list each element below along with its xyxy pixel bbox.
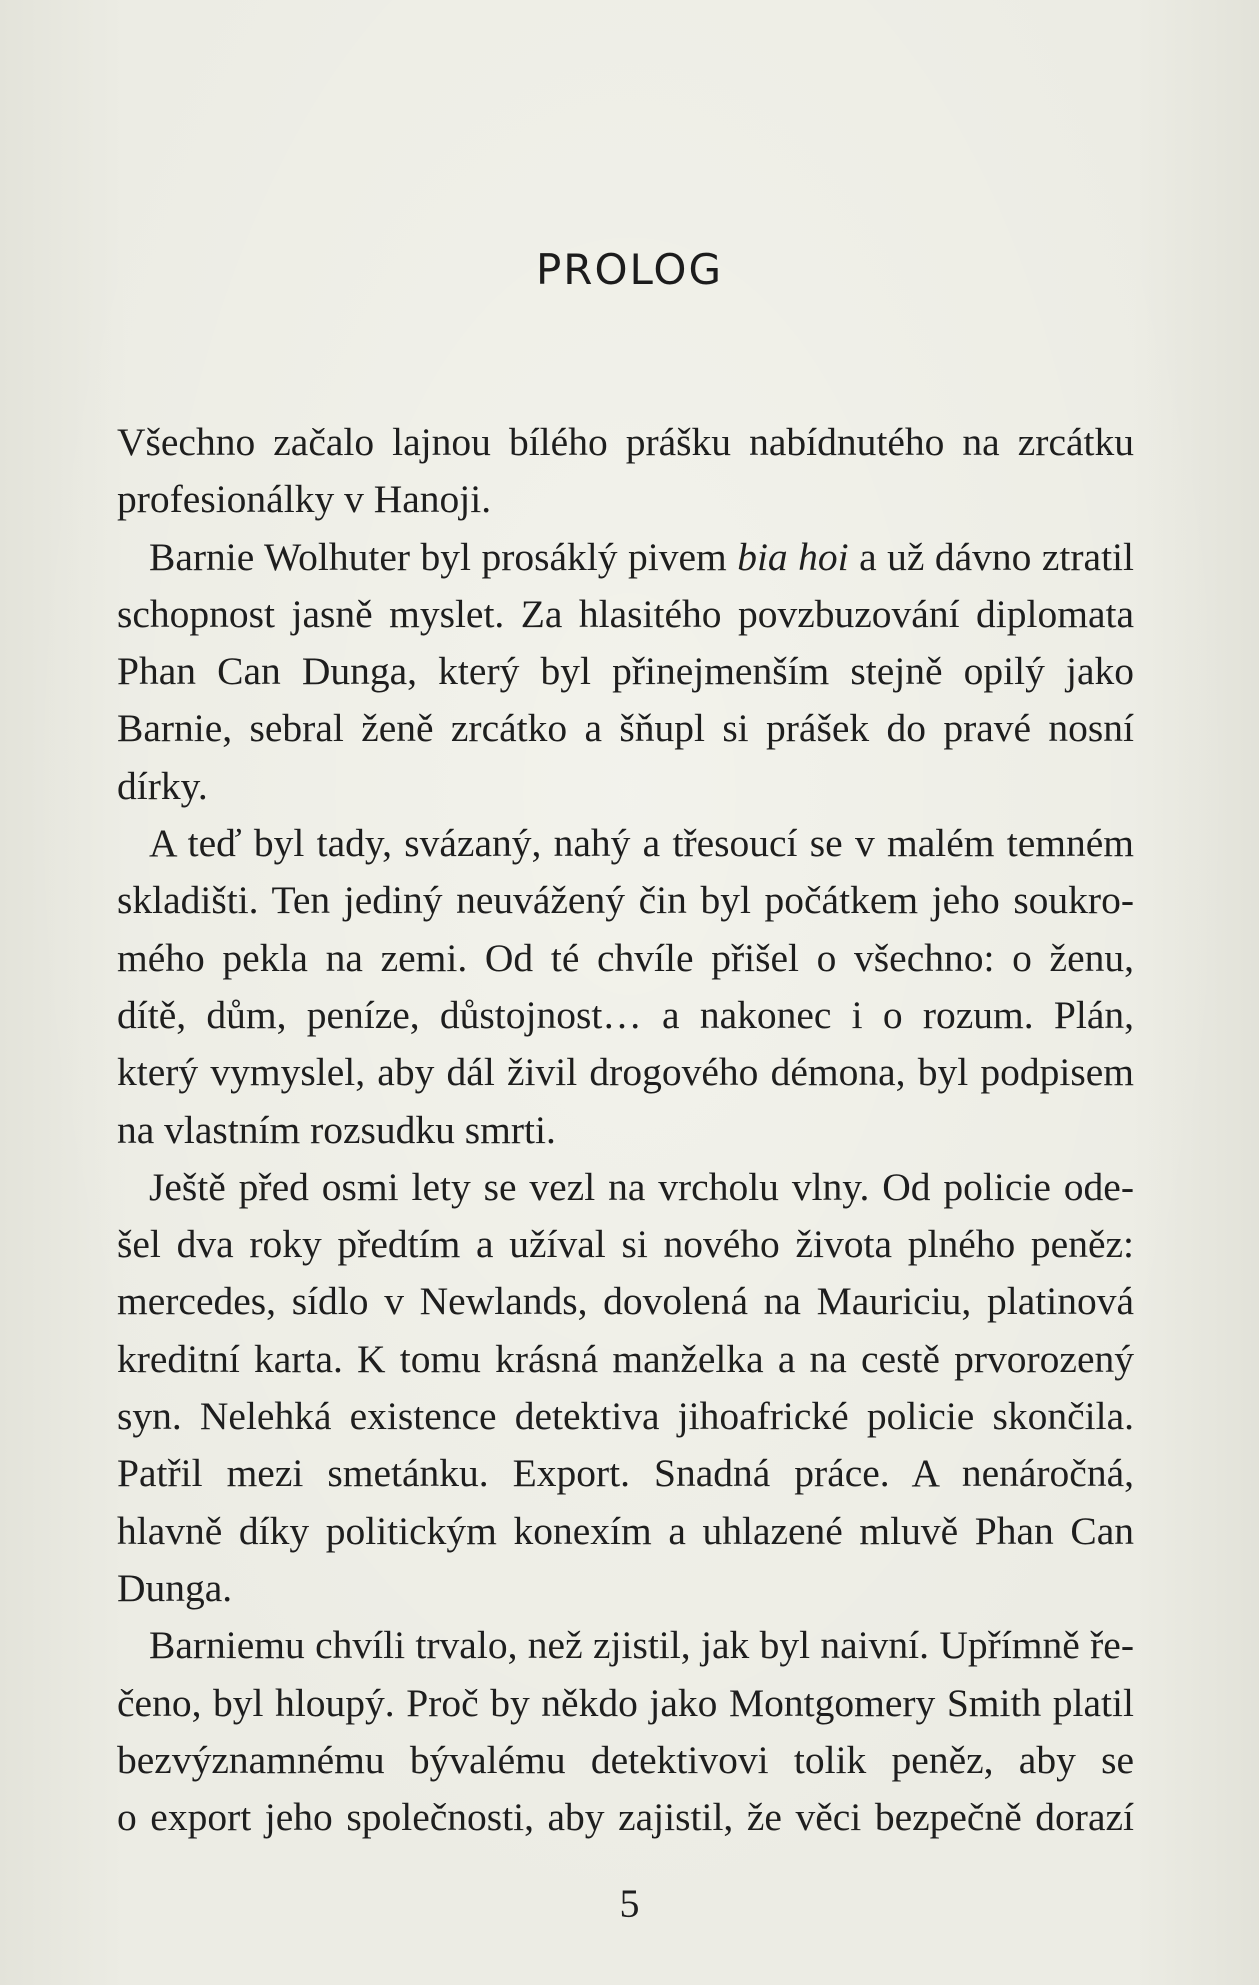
text-line: Barniemu chvíli trvalo, než zjistil, jak byl naivní. Upřímně ře- — [149, 1623, 1134, 1668]
chapter-heading: PROLOG — [535, 245, 724, 294]
text-line: hlavně díky politickým konexím a uhlazené mluvě Phan Can — [117, 1508, 1134, 1553]
text-line: Všechno začalo lajnou bílého prášku nabídnutého na zrcátku — [117, 420, 1134, 464]
text-line: čeno, byl hloupý. Proč by někdo jako Montgomery Smith platil — [117, 1680, 1134, 1725]
text-line: Phan Can Dunga, který byl přinejmenším stejně opilý jako — [117, 649, 1134, 694]
text-line: profesionálky v Hanoji. — [117, 477, 492, 522]
text-line: který vymyslel, aby dál živil drogového démona, byl podpisem — [117, 1050, 1134, 1095]
text-line: A teď byl tady, svázaný, nahý a třesoucí se v malém temném — [149, 821, 1134, 866]
text-line: šel dva roky předtím a užíval si nového života plného peněz: — [117, 1222, 1134, 1267]
text-line: Barnie Wolhuter byl prosáklý pivem bia hoi a už dávno ztratil — [149, 534, 1134, 579]
text-line: skladišti. Ten jediný neuvážený čin byl počátkem jeho soukro- — [117, 878, 1134, 923]
italic-phrase: bia hoi — [737, 534, 849, 579]
text-line: dítě, dům, peníze, důstojnost… a nakonec i o rozum. Plán, — [117, 992, 1134, 1037]
text-line: Barnie, sebral ženě zrcátko a šňupl si prášek do pravé nosní — [117, 706, 1134, 751]
text-line: schopnost jasně myslet. Za hlasitého povzbuzování diplomata — [117, 591, 1134, 636]
body-text — [117, 414, 1134, 1846]
text-line: na vlastním rozsudku smrti. — [117, 1107, 556, 1152]
text-line: syn. Nelehká existence detektiva jihoafrické policie skončila. — [117, 1394, 1134, 1439]
text-line: mercedes, sídlo v Newlands, dovolená na Mauriciu, platinová — [117, 1279, 1134, 1324]
text-line: bezvýznamnému bývalému detektivovi tolik peněz, aby se — [117, 1737, 1134, 1782]
text-line: Dunga. — [117, 1565, 233, 1610]
text-line: Patřil mezi smetánku. Export. Snadná práce. A nenáročná, — [117, 1451, 1134, 1496]
text-line: o export jeho společnosti, aby zajistil, že věci bezpečně dorazí — [117, 1795, 1134, 1840]
text-line: Ještě před osmi lety se vezl na vrcholu vlny. Od policie ode- — [149, 1164, 1134, 1209]
text-line: dírky. — [117, 763, 208, 808]
page-number: 5 — [619, 1881, 640, 1926]
text-line: mého pekla na zemi. Od té chvíle přišel o všechno: o ženu, — [117, 935, 1134, 980]
text-line: kreditní karta. K tomu krásná manželka a na cestě prvorozený — [117, 1336, 1134, 1381]
